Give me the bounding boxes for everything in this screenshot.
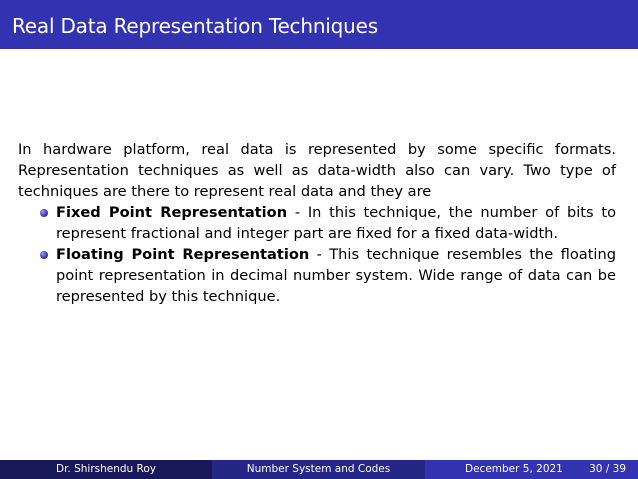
bullet-icon <box>40 209 48 217</box>
technique-list <box>18 202 616 307</box>
footer-date: December 5, 2021 <box>465 463 563 475</box>
footer-author: Dr. Shirshendu Roy <box>0 460 212 479</box>
intro-paragraph: In hardware platform, real data is represented by some specific formats. Representation techniques as well as data-width also can vary. Two type of techniques are there to represent real data and they are <box>18 141 616 200</box>
page-number: 30 / 39 <box>589 463 626 475</box>
bullet-icon <box>40 251 48 259</box>
footer-bar <box>0 460 638 479</box>
slide-title: Real Data Representation Techniques <box>12 14 378 38</box>
technique-term: Fixed Point Representation <box>56 204 288 221</box>
title-bar <box>0 0 638 49</box>
technique-description: - This technique resembles the floating point representation in decimal number system. Wide range of data can be represented by this technique. <box>56 246 616 305</box>
technique-term: Floating Point Representation <box>56 246 310 263</box>
technique-description: - In this technique, the number of bits to represent fractional and integer part are fixed for a fixed data-width. <box>56 204 617 242</box>
footer-topic: Number System and Codes <box>212 460 425 479</box>
slide-body <box>18 139 616 307</box>
footer-date-cell <box>425 460 638 479</box>
list-item <box>18 202 616 244</box>
list-item <box>18 244 616 307</box>
